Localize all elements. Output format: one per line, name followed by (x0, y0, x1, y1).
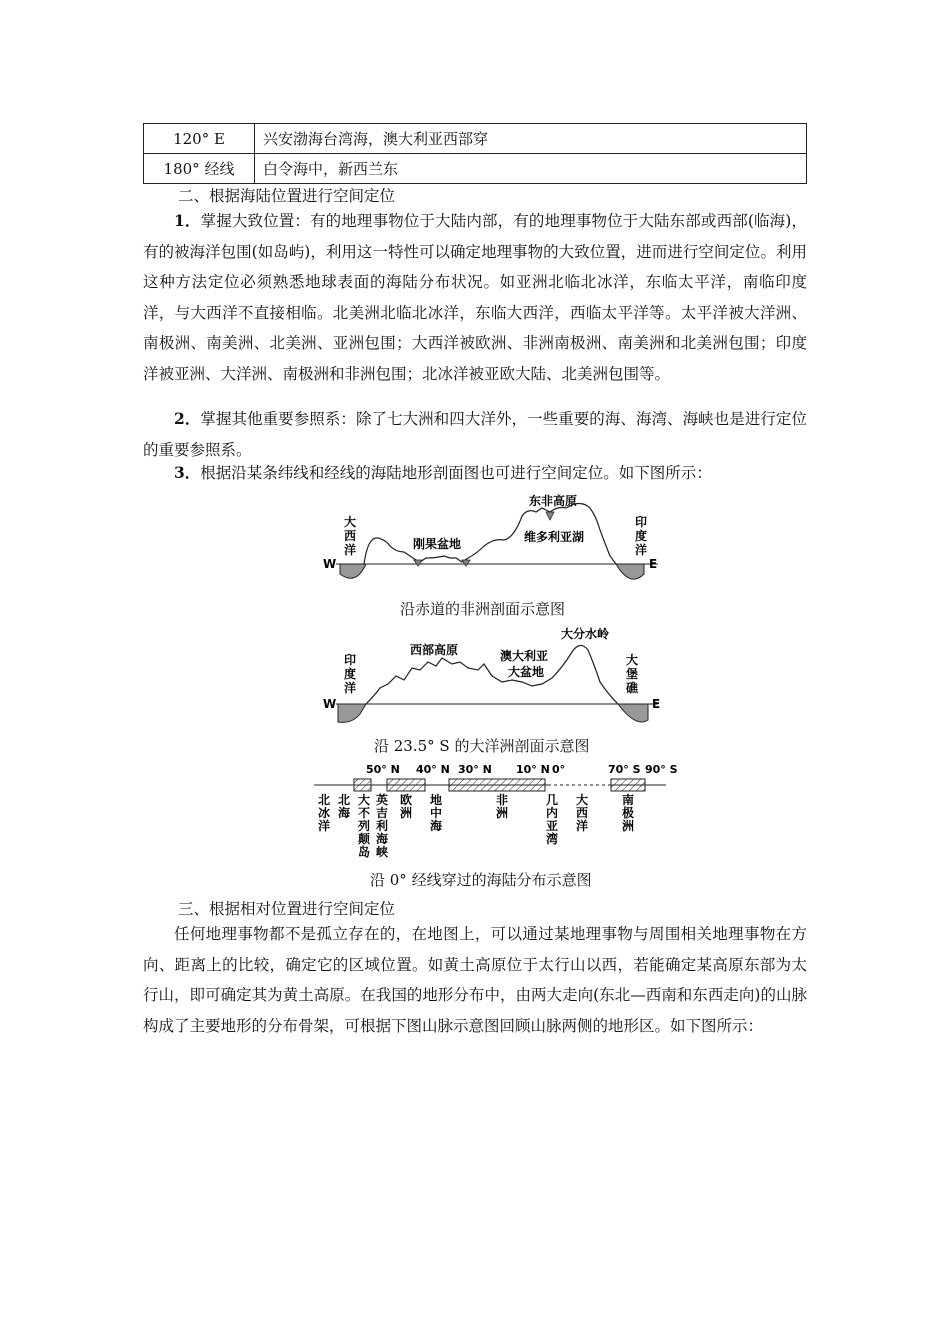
antarctica-bar (611, 779, 645, 791)
east-label: E (649, 557, 658, 571)
west-ocean-floor (340, 564, 366, 578)
lake-victoria-label: 维多利亚湖 (524, 530, 585, 544)
table-row (144, 124, 807, 154)
indian-ocean-label: 洋 (635, 543, 648, 557)
africa-bar (449, 779, 545, 791)
east-ocean-floor (618, 704, 648, 722)
table-row (144, 154, 807, 184)
latitude-label: 30° N (458, 763, 492, 776)
region-label: 几内亚湾 (546, 793, 559, 846)
region-label: 北冰洋 (318, 793, 331, 833)
africa-equator-profile-figure (318, 486, 668, 586)
great-basin-label: 澳大利亚 (500, 649, 549, 663)
table-cell-places: 兴安渤海台湾海，澳大利亚西部穿 (255, 124, 807, 154)
east-ocean-floor (616, 564, 644, 579)
great-barrier-reef-label: 礁 (626, 681, 639, 695)
australia-profile-figure (318, 624, 668, 728)
paragraph-text: 掌握大致位置：有的地理事物位于大陆内部，有的地理事物位于大陆东部或西部(临海)，有的被海洋包围(如岛屿)，利用这一特性可以确定地理事物的大致位置，进而进行空间定位。利用这种方法定位必须熟悉地球表面的海陆分布状况。如亚洲北临北冰洋，东临太平洋，南临印度洋，与大西洋不直接相临。北美洲北临北冰洋，东临大西洋，西临太平洋等。太平洋被大洋洲、南极洲、南美洲、北美洲、亚洲包围；大西洋被欧洲、非洲南极洲、南美洲和北美洲包围；印度洋被亚洲、大洋洲、南极洲和非洲包围；北冰洋被亚欧大陆、北美洲包围等。 (143, 212, 807, 383)
east-african-plateau-label: 东非高原 (529, 494, 578, 508)
meridian-table (143, 123, 807, 184)
congo-basin-label: 刚果盆地 (413, 537, 462, 551)
indian-ocean-label: 印 (344, 653, 357, 667)
section-3-heading: 三、根据相对位置进行空间定位 (178, 900, 396, 918)
terrain-profile-line (366, 645, 618, 704)
table-cell-meridian: 120° E (144, 124, 255, 154)
great-basin-label: 大盆地 (508, 665, 545, 679)
west-ocean-floor (338, 704, 366, 722)
paragraph-text: 掌握其他重要参照系：除了七大洲和四大洋外，一些重要的海、海湾、海峡也是进行定位的重要参照系。 (143, 410, 807, 459)
region-label: 南极洲 (622, 793, 635, 833)
region-label: 地中海 (430, 793, 443, 833)
section-2-heading: 二、根据海陆位置进行空间定位 (178, 187, 396, 205)
region-label: 北海 (338, 793, 351, 820)
great-barrier-reef-label: 大 (626, 653, 639, 667)
section-3-paragraph: 任何地理事物都不是孤立存在的，在地图上，可以通过某地理事物与周围相关地理事物在方向、距离上的比较，确定它的区域位置。如黄土高原位于太行山以西，若能确定某高原东部为太行山，即可确定其为黄土高原。在我国的地形分布中，由两大走向(东北—西南和东西走向)的山脉构成了主要地形的分布骨架，可根据下图山脉示意图回顾山脉两侧的地形区。如下图所示： (143, 925, 807, 1035)
latitude-label: 90° S (645, 763, 678, 776)
latitude-label: 70° S (608, 763, 641, 776)
lake-mark (414, 560, 422, 566)
region-label: 大西洋 (576, 793, 589, 833)
western-plateau-label: 西部高原 (410, 643, 459, 657)
region-label: 非洲 (496, 793, 509, 820)
region-label: 英吉利海峡 (376, 793, 389, 859)
item-number: 3． (174, 463, 201, 482)
section-2-paragraph-2 (143, 404, 807, 465)
figure-2-caption: 沿 23.5° S 的大洋洲剖面示意图 (374, 737, 590, 755)
great-dividing-range-label: 大分水岭 (561, 627, 610, 641)
figure-1-caption: 沿赤道的非洲剖面示意图 (400, 600, 566, 618)
indian-ocean-label: 度 (635, 529, 648, 543)
indian-ocean-label: 度 (344, 667, 357, 681)
atlantic-ocean-label: 大 (344, 515, 357, 529)
prime-meridian-figure (308, 758, 678, 862)
lake-mark (546, 512, 554, 520)
europe-bar (387, 779, 425, 791)
atlantic-ocean-label: 西 (344, 529, 357, 543)
latitude-label: 40° N (416, 763, 450, 776)
latitude-label: 10° N (516, 763, 550, 776)
figure-3-caption: 沿 0° 经线穿过的海陆分布示意图 (370, 871, 592, 889)
table-cell-meridian: 180° 经线 (144, 154, 255, 184)
latitude-label: 50° N (366, 763, 400, 776)
west-label: W (323, 697, 337, 711)
great-barrier-reef-label: 堡 (626, 667, 639, 681)
atlantic-ocean-label: 洋 (344, 543, 357, 557)
indian-ocean-label: 印 (635, 515, 648, 529)
east-label: E (652, 697, 661, 711)
region-label: 欧洲 (400, 793, 413, 820)
section-2-paragraph-3 (143, 458, 807, 489)
table-cell-places: 白令海中，新西兰东 (255, 154, 807, 184)
latitude-label: 0° (552, 763, 566, 776)
west-label: W (323, 557, 337, 571)
region-label: 大不列颠岛 (358, 793, 371, 859)
lake-mark (462, 560, 470, 566)
paragraph-text: 根据沿某条纬线和经线的海陆地形剖面图也可进行空间定位。如下图所示： (200, 464, 712, 482)
region-labels (318, 792, 634, 859)
indian-ocean-label: 洋 (344, 681, 357, 695)
great-britain-bar (354, 779, 371, 791)
section-2-paragraph-1 (143, 206, 807, 389)
item-number: 1． (174, 211, 201, 230)
item-number: 2． (174, 409, 201, 428)
